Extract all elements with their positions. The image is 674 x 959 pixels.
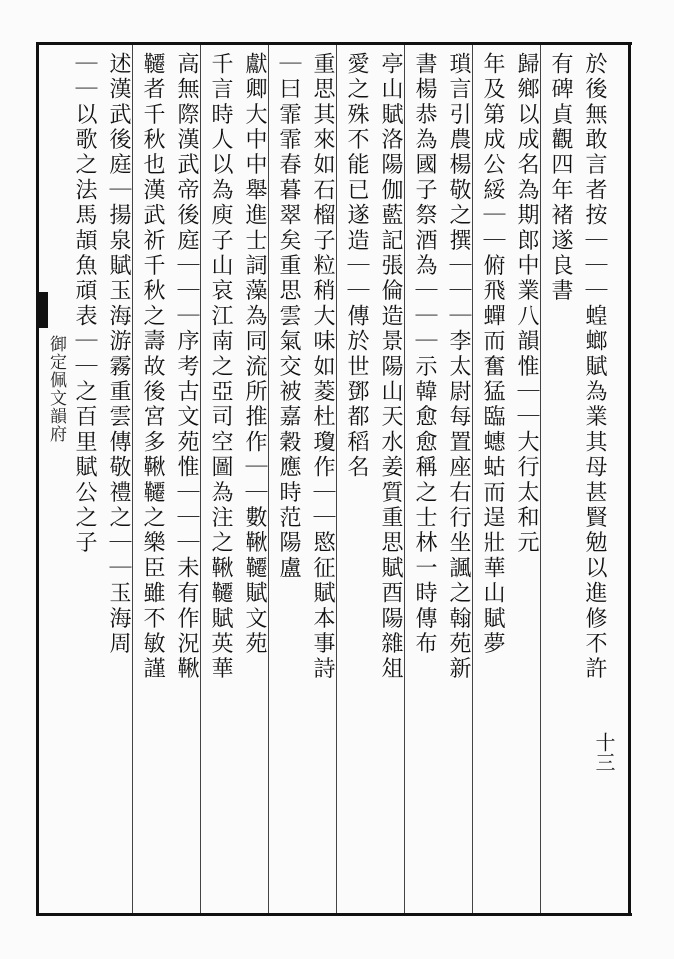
text-column: 愛之殊不能已遂造｜｜傳於世鄧都稻名 bbox=[344, 52, 369, 481]
frame-bottom-rule bbox=[36, 913, 632, 916]
text-column: ｜曰霏霏春暮翠矣重思雲氣交被嘉穀應時范陽盧 bbox=[276, 52, 301, 582]
text-column: 書楊恭為國子祭酒為｜｜｜示韓愈愈稱之士林一時傳布 bbox=[412, 52, 437, 657]
text-column: 述漢武後庭｜揚泉賦玉海游霧重雲傳敬禮之｜｜玉海周 bbox=[106, 52, 131, 657]
page-number: 十三 bbox=[592, 732, 616, 772]
frame-right-rule bbox=[628, 42, 631, 916]
text-column: 獻卿大中中舉進士詞藻為同流所推作｜｜數鞦韆賦文苑 bbox=[242, 52, 267, 657]
text-column: ｜｜以歌之法馬頡魚頑表｜｜之百里賦公之子 bbox=[72, 52, 97, 556]
text-column: 亭山賦洛陽伽藍記張倫造景陽山天水姜質重思賦酉陽雜俎 bbox=[378, 52, 403, 682]
text-column: 有碑貞觀四年褚遂良書 bbox=[548, 52, 573, 304]
text-column: 韆者千秋也漢武祈千秋之壽故後宮多鞦韆之樂臣雖不敏謹 bbox=[140, 52, 165, 682]
text-column: 歸鄉以成名為期郎中業八韻惟｜｜大行太和元 bbox=[514, 52, 539, 556]
text-column: 千言時人以為庾子山哀江南之亞司空圖為注之鞦韆賦英華 bbox=[208, 52, 233, 682]
spine-title: 御定佩文韻府 bbox=[46, 335, 66, 443]
text-column: 高無際漢武帝後庭｜｜｜序考古文苑惟｜｜｜未有作況鞦 bbox=[174, 52, 199, 682]
text-column: 於後無敢言者按｜｜｜蝗螂賦為業其母甚賢勉以進修不許 bbox=[582, 52, 607, 682]
frame-top-rule bbox=[36, 42, 632, 45]
frame-left-rule bbox=[36, 42, 39, 916]
text-column: 年及第成公綏｜｜俯飛蟬而奮猛臨蟪蛄而逞壯華山賦夢 bbox=[480, 52, 505, 657]
text-column: 瑣言引農楊敬之撰｜｜｜李太尉每置座右行坐諷之翰苑新 bbox=[446, 52, 471, 682]
text-column: 重思其來如石榴子粒稍大味如菱杜瓊作｜｜愍征賦本事詩 bbox=[310, 52, 335, 682]
spine-fishtail-mark bbox=[36, 292, 48, 328]
